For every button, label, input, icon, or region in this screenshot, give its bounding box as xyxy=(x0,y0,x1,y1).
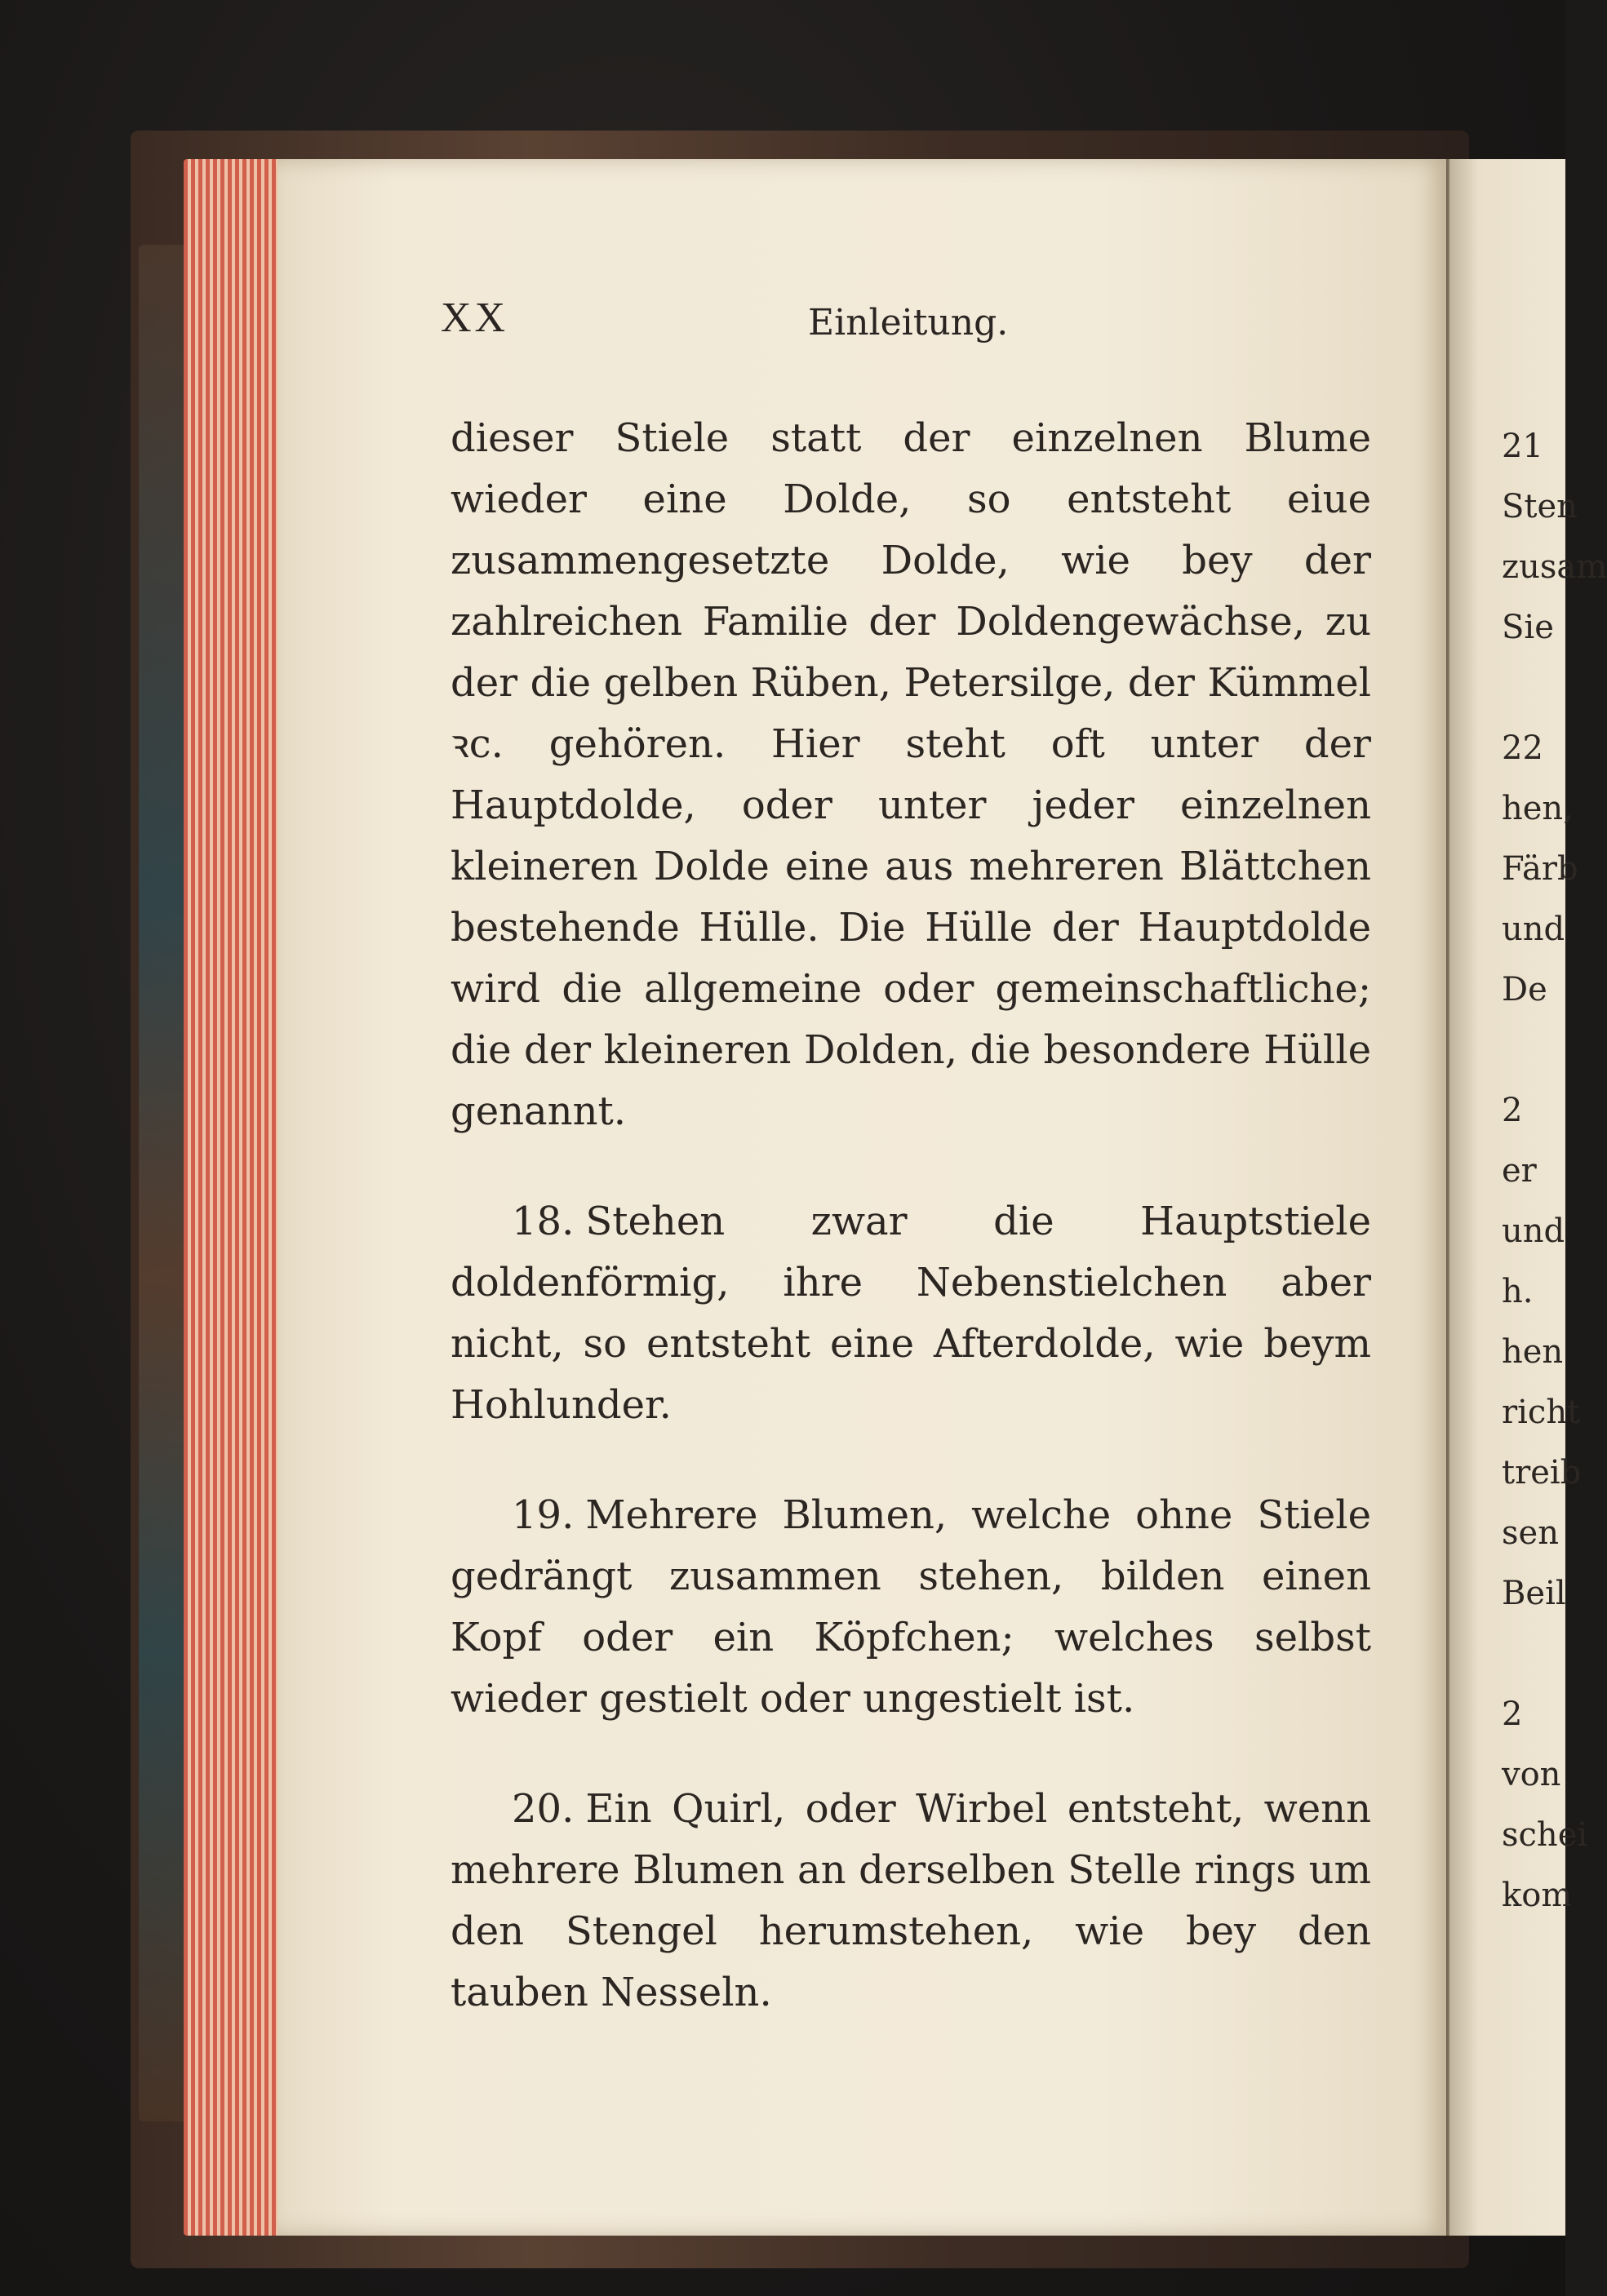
facing-page-line: und xyxy=(1502,1212,1565,1250)
facing-page-line: hen, xyxy=(1502,790,1574,827)
facing-page-line: Färb xyxy=(1502,850,1578,888)
page-number: XX xyxy=(441,295,509,341)
facing-page-line: 2 xyxy=(1502,1092,1523,1129)
facing-page-line: zusam xyxy=(1502,548,1607,586)
facing-page-fragment xyxy=(1502,416,1607,1926)
facing-page-line xyxy=(1502,1624,1565,1684)
red-page-edges xyxy=(184,159,282,2236)
paragraph-text: Ein Quirl, oder Wirbel entsteht, wenn mehrere Blumen an derselben Stelle rings um den Stengel herumstehen, wie bey den tauben Nesseln. xyxy=(451,1786,1371,2015)
facing-page-line: sen xyxy=(1502,1514,1559,1552)
facing-page-line: von xyxy=(1502,1756,1561,1793)
facing-page-line: hen xyxy=(1502,1333,1564,1371)
paragraph-number: 18. xyxy=(512,1199,575,1244)
facing-page-line: und xyxy=(1502,911,1565,948)
facing-page-line: 2 xyxy=(1502,1695,1523,1733)
running-head xyxy=(441,294,1371,359)
paragraph-continued xyxy=(451,408,1371,1142)
running-title: Einleitung. xyxy=(808,302,1009,344)
paragraph-18 xyxy=(451,1191,1371,1436)
marbled-cover-edge xyxy=(139,245,188,2121)
paragraph-number: 19. xyxy=(512,1492,575,1538)
facing-page-line: Beil xyxy=(1502,1575,1566,1612)
facing-page-line: De xyxy=(1502,971,1547,1008)
paragraph-20 xyxy=(451,1779,1371,2023)
facing-page-line: Sie xyxy=(1502,609,1554,646)
facing-page-line xyxy=(1502,1020,1565,1080)
facing-page-line: er xyxy=(1502,1152,1537,1190)
paragraph-text: Stehen zwar die Hauptstiele doldenförmig, ihre Nebenstielchen aber nicht, so entsteht eine Afterdolde, wie beym Hohlunder. xyxy=(451,1199,1371,1428)
paragraph-number: 20. xyxy=(512,1786,575,1832)
facing-page-line: h. xyxy=(1502,1273,1534,1310)
facing-page-line: schei xyxy=(1502,1816,1588,1854)
paragraph-text: dieser Stiele statt der einzelnen Blume wieder eine Dolde, so entsteht eiue zusammengesetzte Dolde, wie bey der zahlreichen Familie der Doldengewächse, zu der die gelben Rüben, Petersilge, der Kümmel ꝛc. gehören. Hier steht oft unter der Hauptdolde, oder unter jeder einzelnen kleineren Dolde eine aus mehreren Blättchen bestehende Hülle. Die Hülle der Hauptdolde wird die allgemeine oder gemeinschaftliche; die der kleineren Dolden, die besondere Hülle genannt. xyxy=(451,415,1371,1134)
facing-page-line xyxy=(1502,658,1565,718)
paragraph-text: Mehrere Blumen, welche ohne Stiele gedrängt zusammen stehen, bilden einen Kopf oder ein Köpfchen; welches selbst wieder gestielt oder ungestielt ist. xyxy=(451,1492,1371,1722)
facing-page-line: treib xyxy=(1502,1454,1582,1492)
facing-page-line: kom xyxy=(1502,1877,1573,1914)
paragraph-19 xyxy=(451,1485,1371,1730)
facing-page-line: richt xyxy=(1502,1394,1581,1431)
page-text xyxy=(451,408,1371,2072)
facing-page-line: 21 xyxy=(1502,428,1543,465)
facing-page-line: 22 xyxy=(1502,729,1543,767)
facing-page-line: Sten xyxy=(1502,488,1578,525)
